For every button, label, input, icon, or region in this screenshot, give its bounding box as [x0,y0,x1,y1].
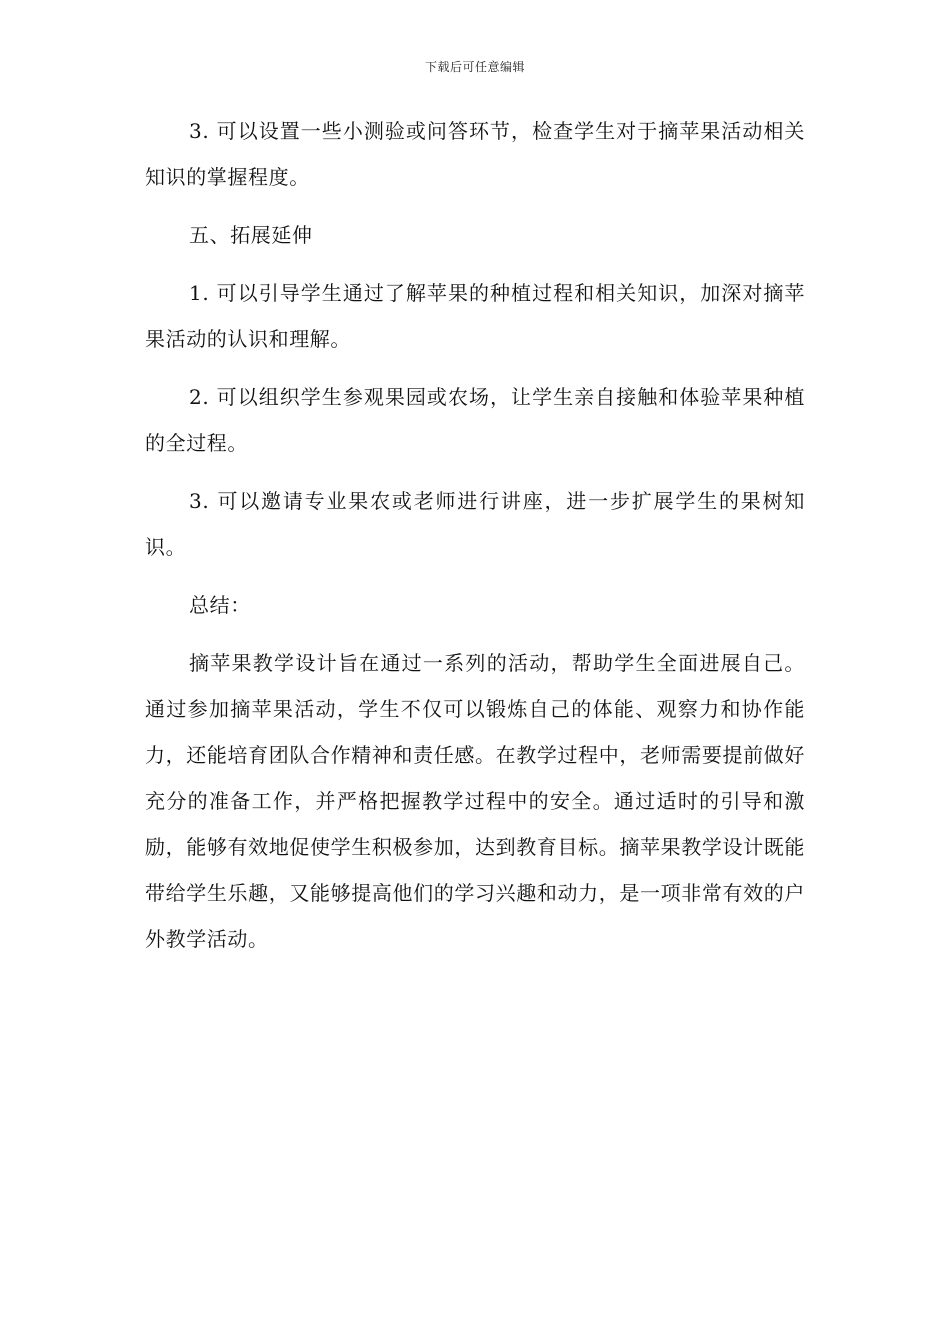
paragraph-summary: 摘苹果教学设计旨在通过一系列的活动，帮助学生全面进展自己。通过参加摘苹果活动，学生不仅可以锻炼自己的体能、观察力和协作能力，还能培育团队合作精神和责任感。在教学过程中，老师需要提前做好充分的准备工作，并严格把握教学过程中的安全。通过适时的引导和激励，能够有效地促使学生积极参加，达到教育目标。摘苹果教学设计既能带给学生乐趣，又能够提高他们的学习兴趣和动力，是一项非常有效的户外教学活动。 [145,651,805,951]
section-heading-summary: 总结： [189,593,251,617]
paragraph-expert-lecture: 3. 可以邀请专业果农或老师进行讲座，进一步扩展学生的果树知识。 [145,489,805,559]
paragraph-planting-knowledge: 1. 可以引导学生通过了解苹果的种植过程和相关知识，加深对摘苹果活动的认识和理解。 [145,281,805,351]
paragraph-quiz-check: 3. 可以设置一些小测验或问答环节，检查学生对于摘苹果活动相关知识的掌握程度。 [145,119,805,189]
document-body [145,108,805,974]
section-heading-extension: 五、拓展延伸 [189,223,313,247]
paragraph-orchard-visit: 2. 可以组织学生参观果园或农场，让学生亲自接触和体验苹果种植的全过程。 [145,385,805,455]
header-note: 下载后可任意编辑 [424,60,525,74]
